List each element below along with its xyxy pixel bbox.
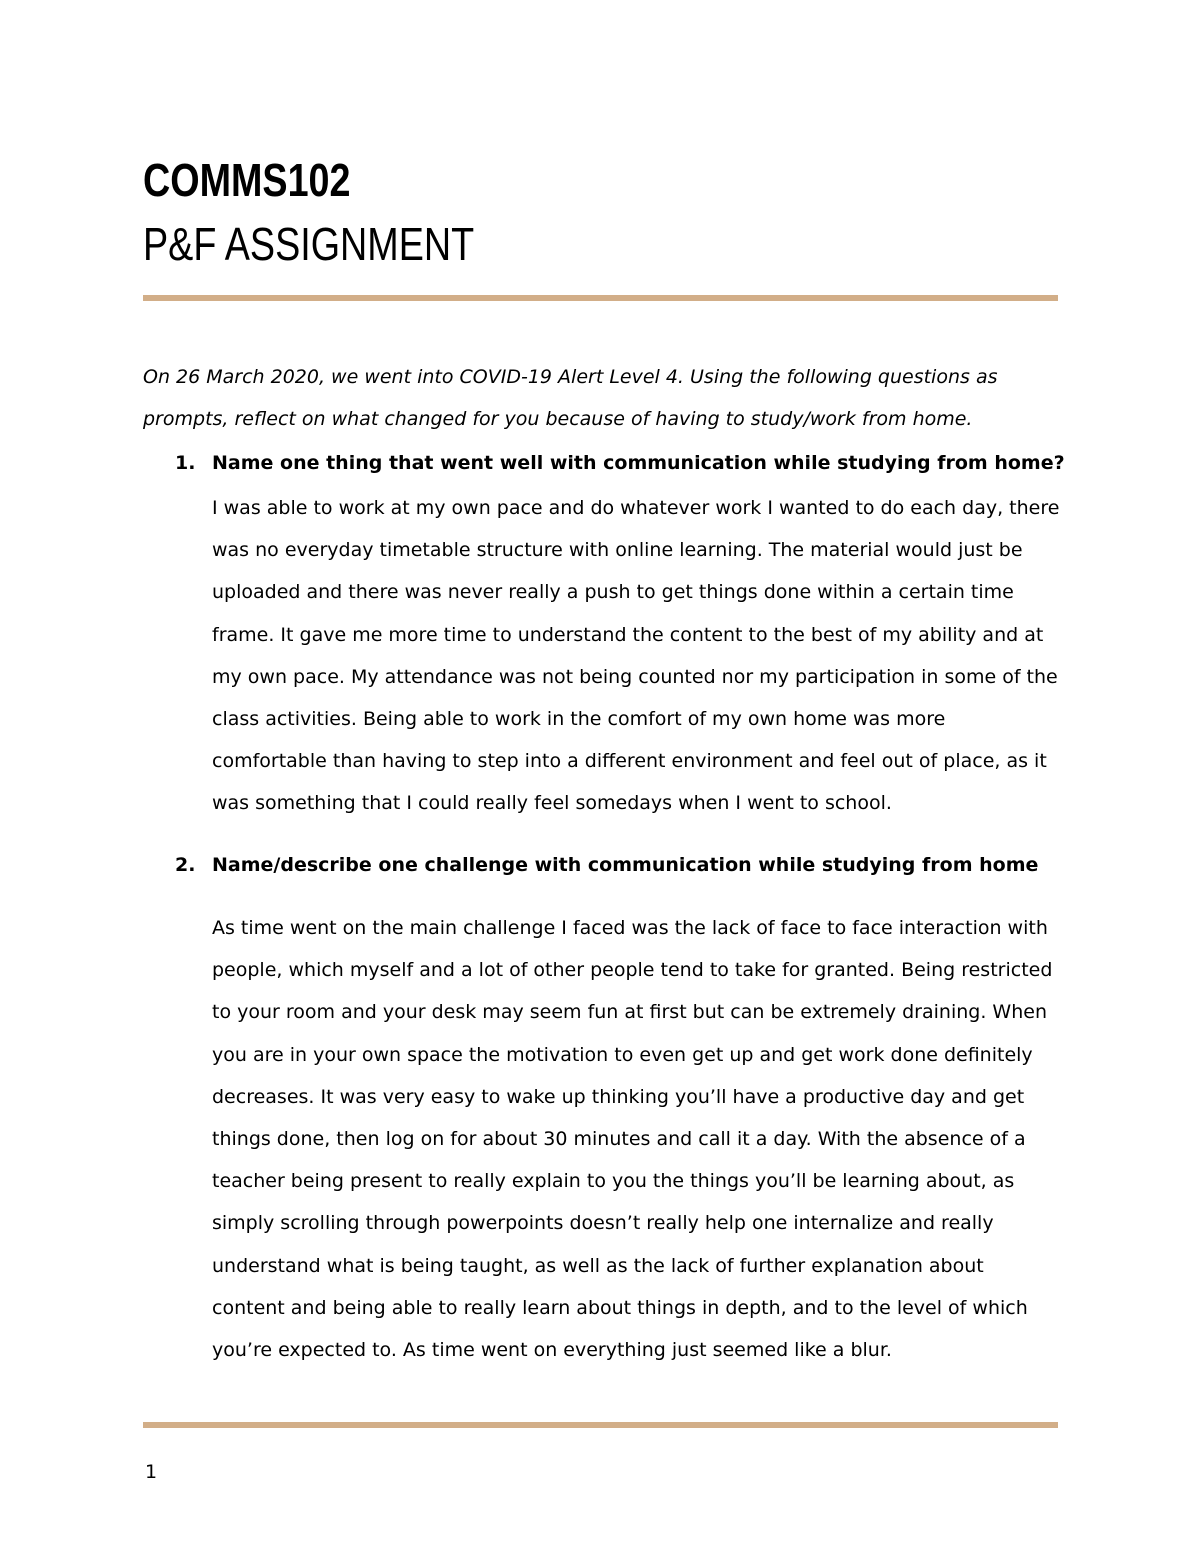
question-heading bbox=[175, 448, 1065, 478]
footer-divider bbox=[143, 1422, 1058, 1428]
course-code-heading: COMMS102 bbox=[143, 154, 351, 206]
question-number: 2. bbox=[175, 854, 196, 876]
header-divider bbox=[143, 295, 1058, 301]
question-text: Name/describe one challenge with communication while studying from home bbox=[212, 854, 1039, 876]
question-item-1 bbox=[175, 448, 1065, 825]
question-item-2 bbox=[175, 850, 1065, 1371]
question-heading bbox=[175, 850, 1065, 880]
document-title-block bbox=[143, 148, 1058, 276]
answer-paragraph: I was able to work at my own pace and do whatever work I wanted to do each day, there was no everyday timetable structure with online learning. The material would just be uploaded and there was never really a push to get things done within a certain time frame. It gave me more time to understand the content to the best of my ability and at my own pace. My attendance was not being counted nor my participation in some of the class activities. Being able to work in the comfort of my own home was more comfortable than having to step into a different environment and feel out of place, as it was something that I could really feel somedays when I went to school. bbox=[212, 497, 1060, 815]
page-number: 1 bbox=[145, 1461, 158, 1483]
intro-paragraph: On 26 March 2020, we went into COVID-19 Alert Level 4. Using the following questions as prompts, reflect on what changed for you because of having to study/work from home. bbox=[143, 366, 998, 430]
question-text: Name one thing that went well with communication while studying from home? bbox=[212, 452, 1065, 474]
question-number: 1. bbox=[175, 452, 196, 474]
answer-paragraph: As time went on the main challenge I faced was the lack of face to face interaction with people, which myself and a lot of other people tend to take for granted. Being restricted to your room and your desk may seem fun at first but can be extremely draining. When you are in your own space the motivation to even get up and get work done definitely decreases. It was very easy to wake up thinking you’ll have a productive day and get things done, then log on for about 30 minutes and call it a day. With the absence of a teacher being present to really explain to you the things you’ll be learning about, as simply scrolling through powerpoints doesn’t really help one internalize and really understand what is being taught, as well as the lack of further explanation about content and being able to really learn about things in depth, and to the level of which you’re expected to. As time went on everything just seemed like a blur. bbox=[212, 917, 1053, 1362]
assignment-title-heading: P&F ASSIGNMENT bbox=[143, 218, 475, 270]
